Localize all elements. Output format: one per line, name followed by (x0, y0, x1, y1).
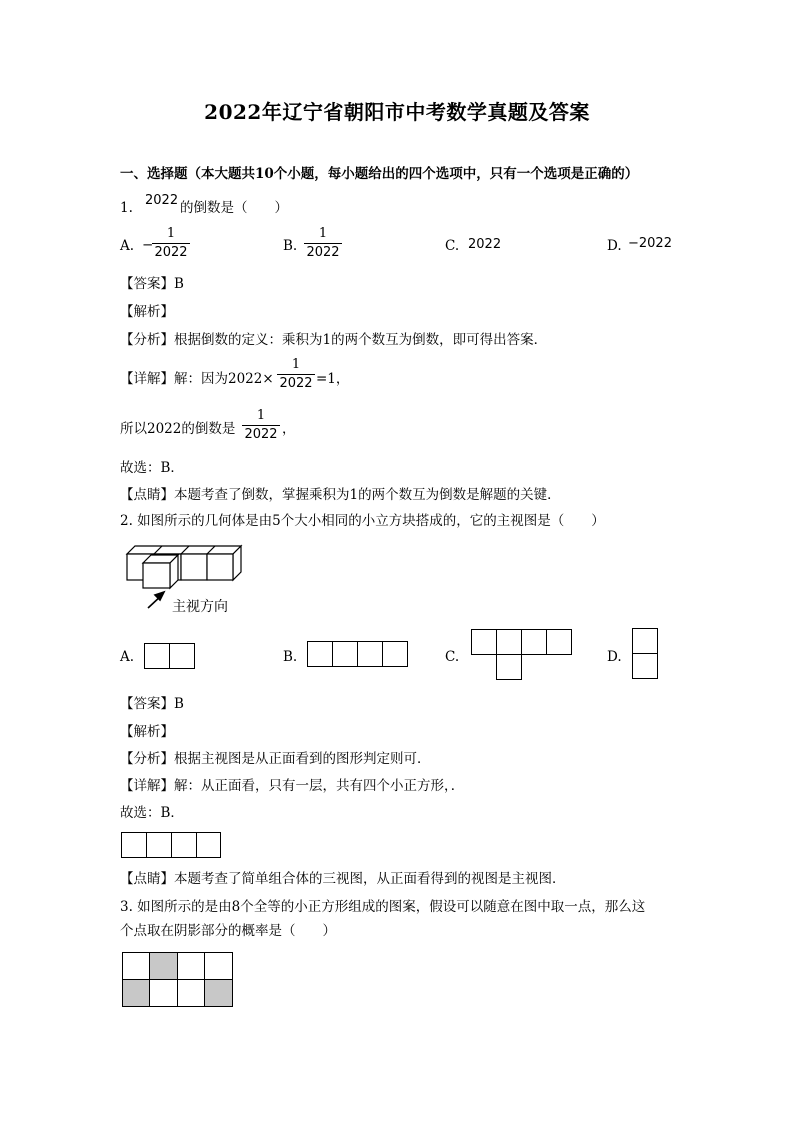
fraction-bar (242, 425, 280, 426)
fraction-numerator: 1 (291, 357, 301, 372)
q1-conclusion-suffix: ， (282, 421, 296, 437)
fraction-numerator: 1 (256, 408, 266, 423)
q1-answer: 【答案】B (120, 276, 184, 292)
q2-option-d-label: D. (607, 649, 622, 665)
shaded-square (149, 952, 178, 980)
fraction-bar (152, 243, 190, 244)
q2-analysis: 【分析】根据主视图是从正面看到的图形判定则可． (120, 751, 431, 767)
q1-option-a-fraction (152, 226, 190, 261)
fraction-bar (277, 374, 315, 375)
q1-option-a-label: A. (120, 238, 135, 254)
q1-analysis: 【分析】根据倒数的定义：乘积为1的两个数互为倒数，即可得出答案． (120, 332, 548, 348)
q1-analysis-heading: 【解析】 (120, 304, 174, 320)
q2-stem: 2. 如图所示的几何体是由5个大小相同的小立方块搭成的，它的主视图是（ ） (120, 513, 605, 529)
q1-choice: 故选：B． (120, 460, 184, 476)
q1-value: 2022 (145, 193, 179, 208)
q2-choice: 故选：B． (120, 805, 184, 821)
q1-stem: 的倒数是（ ） (180, 200, 288, 216)
fraction-bar (304, 243, 342, 244)
q2-answer: 【答案】B (120, 696, 184, 712)
fraction-denominator: 2022 (154, 245, 188, 260)
q1-option-d-label: D. (607, 238, 622, 254)
fraction-denominator: 2022 (244, 427, 278, 442)
q2-analysis-heading: 【解析】 (120, 724, 174, 740)
fraction-denominator: 2022 (306, 245, 340, 260)
q2-view-label: 主视方向 (172, 599, 228, 615)
q1-conclusion-prefix: 所以2022的倒数是 (120, 421, 236, 437)
q1-conclusion-fraction (242, 408, 280, 443)
q1-detail-fraction (277, 357, 315, 392)
q2-detail: 【详解】解：从正面看，只有一层，共有四个小正方形，． (120, 778, 465, 794)
q3-stem-line2: 个点取在阴影部分的概率是（ ） (120, 923, 336, 939)
q1-option-a-sign: − (142, 237, 154, 253)
fraction-numerator: 1 (318, 226, 328, 241)
q2-option-a-label: A. (120, 649, 135, 665)
front-cube (143, 563, 170, 588)
q1-option-b-fraction (304, 226, 342, 261)
q1-option-c-value: 2022 (468, 237, 502, 252)
cube-top-face (127, 546, 241, 554)
q1-detail-prefix: 【详解】解：因为2022× (120, 371, 274, 387)
shaded-square (122, 979, 150, 1007)
q1-option-b-label: B. (283, 238, 298, 254)
q1-number: 1. (120, 200, 133, 216)
q3-stem-line1: 3. 如图所示的是由8个全等的小正方形组成的图案，假设可以随意在图中取一点，那么这 (120, 899, 646, 915)
q1-option-c-label: C. (445, 238, 460, 254)
section-heading: 一、选择题（本大题共10个小题，每小题给出的四个选项中，只有一个选项是正确的） (120, 166, 639, 182)
q1-detail-suffix: =1， (316, 371, 350, 387)
page-title: 2022年辽宁省朝阳市中考数学真题及答案 (204, 100, 590, 124)
q2-comment: 【点睛】本题考查了简单组合体的三视图，从正面看得到的视图是主视图． (120, 871, 566, 887)
q1-comment: 【点睛】本题考查了倒数，掌握乘积为1的两个数互为倒数是解题的关键． (120, 487, 561, 503)
q1-option-d-value: −2022 (628, 236, 672, 251)
fraction-numerator: 1 (166, 226, 176, 241)
q2-option-b-label: B. (283, 649, 298, 665)
shaded-square (204, 979, 233, 1007)
q2-option-c-label: C. (445, 649, 460, 665)
fraction-denominator: 2022 (279, 376, 313, 391)
